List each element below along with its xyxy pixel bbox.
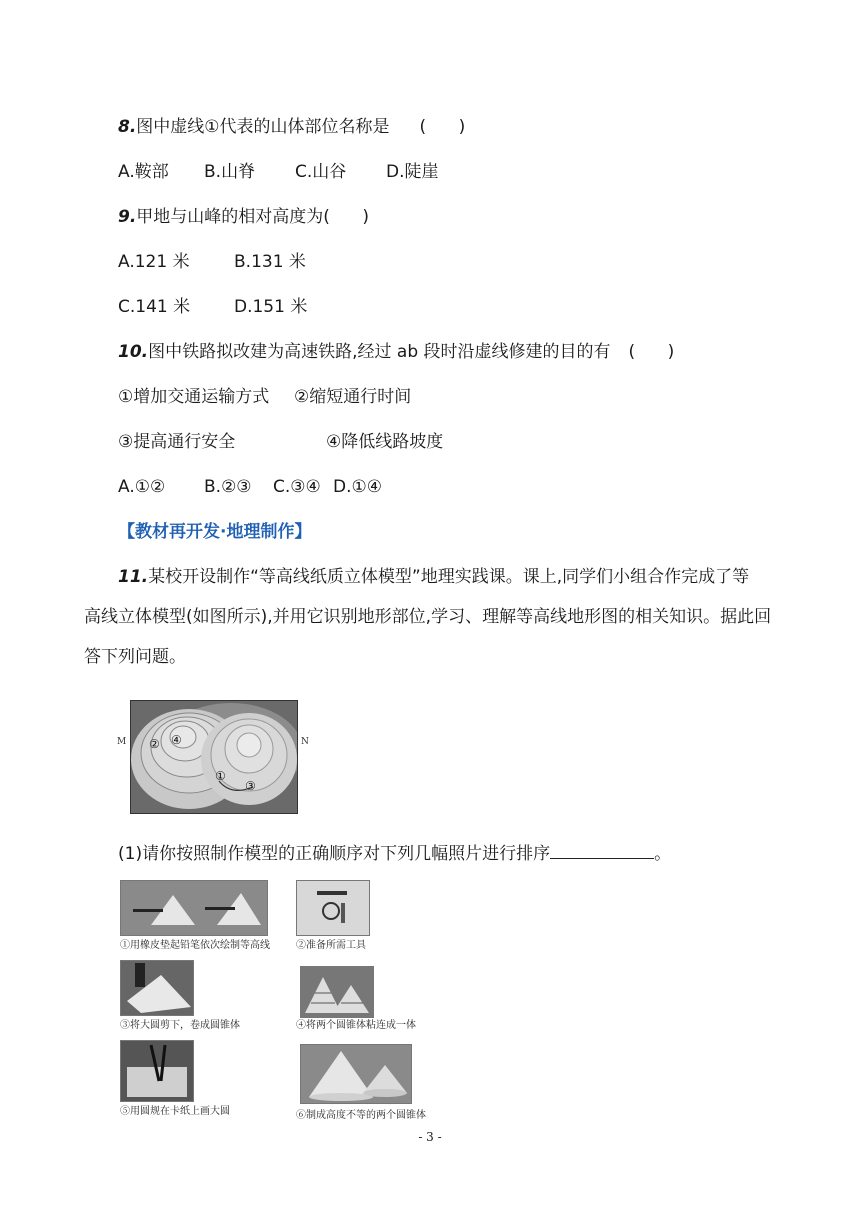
question-text: 图中铁路拟改建为高速铁路,经过 ab 段时沿虚线修建的目的有 [148, 342, 611, 362]
option-a: A.鞍部 [118, 162, 169, 182]
question-10 [118, 340, 674, 364]
question-8 [118, 115, 465, 139]
label-n: N [301, 737, 309, 747]
contour-model-illustration [131, 701, 297, 813]
option-b: B.山脊 [204, 162, 256, 182]
sub-question-1 [118, 840, 671, 866]
answer-paren: ( ) [323, 207, 369, 227]
question-text-line-3: 答下列问题。 [84, 647, 186, 667]
question-11 [84, 557, 784, 677]
statement-1: ①增加交通运输方式 [118, 387, 270, 407]
answer-paren: ( ) [419, 117, 466, 137]
photo-5-caption: ⑤用圆规在卡纸上画大圆 [120, 1106, 230, 1117]
label-m: M [117, 737, 127, 747]
statement-2: ②缩短通行时间 [294, 387, 412, 407]
photo-2-illustration [297, 881, 369, 935]
photo-1 [120, 880, 268, 936]
question-text: 图中虚线①代表的山体部位名称是 [136, 117, 390, 137]
answer-blank [550, 840, 654, 859]
statement-4: ④降低线路坡度 [326, 432, 444, 452]
option-c: C.141 米 [118, 297, 191, 317]
photo-2-caption: ②准备所需工具 [296, 940, 366, 951]
photo-4-caption: ④将两个圆锥体粘连成一体 [296, 1020, 416, 1031]
photo-3-caption: ③将大圆剪下，卷成圆锥体 [120, 1020, 240, 1031]
option-c: C.山谷 [295, 162, 347, 182]
answer-paren: ( ) [628, 342, 675, 362]
question-number: 10. [118, 342, 149, 362]
marker-3: ③ [245, 779, 256, 793]
question-9 [118, 205, 369, 229]
sub-question-text: (1)请你按照制作模型的正确顺序对下列几幅照片进行排序 [118, 844, 551, 864]
question-text: 甲地与山峰的相对高度为 [136, 207, 324, 227]
question-number: 8. [118, 117, 137, 137]
photo-3-illustration [121, 961, 193, 1015]
question-number: 9. [118, 207, 137, 227]
photo-4 [300, 966, 374, 1018]
option-b: B.②③ [204, 477, 252, 497]
marker-2: ② [149, 737, 160, 751]
option-b: B.131 米 [234, 252, 306, 272]
question-text-line-1: 某校开设制作“等高线纸质立体模型”地理实践课。课上,同学们小组合作完成了等 [148, 567, 750, 587]
option-d: D.151 米 [234, 297, 308, 317]
option-a: A.121 米 [118, 252, 190, 272]
question-text-line-2: 高线立体模型(如图所示),并用它识别地形部位,学习、理解等高线地形图的相关知识。据此回 [84, 607, 772, 627]
photo-6-illustration [301, 1045, 411, 1103]
marker-4: ④ [171, 733, 182, 747]
photo-6 [300, 1044, 412, 1104]
marker-1: ① [215, 769, 226, 783]
photo-1-caption: ①用橡皮垫起铅笔依次绘制等高线 [120, 940, 270, 951]
page-number: - 3 - [418, 1130, 442, 1144]
sub-question-end: 。 [654, 844, 672, 864]
question-number: 11. [118, 567, 149, 587]
photo-5 [120, 1040, 194, 1102]
option-c: C.③④ [273, 477, 321, 497]
option-a: A.①② [118, 477, 166, 497]
option-d: D.①④ [333, 477, 382, 497]
photo-4-illustration [301, 967, 373, 1017]
contour-model-photo [130, 700, 298, 814]
photo-5-illustration [121, 1041, 193, 1101]
photo-6-caption: ⑥制成高度不等的两个圆锥体 [296, 1110, 426, 1121]
photo-2 [296, 880, 370, 936]
option-d: D.陡崖 [386, 162, 439, 182]
section-heading: 【教材再开发·地理制作】 [118, 522, 312, 542]
statement-3: ③提高通行安全 [118, 432, 236, 452]
photo-1-illustration [121, 881, 267, 935]
photo-3 [120, 960, 194, 1016]
